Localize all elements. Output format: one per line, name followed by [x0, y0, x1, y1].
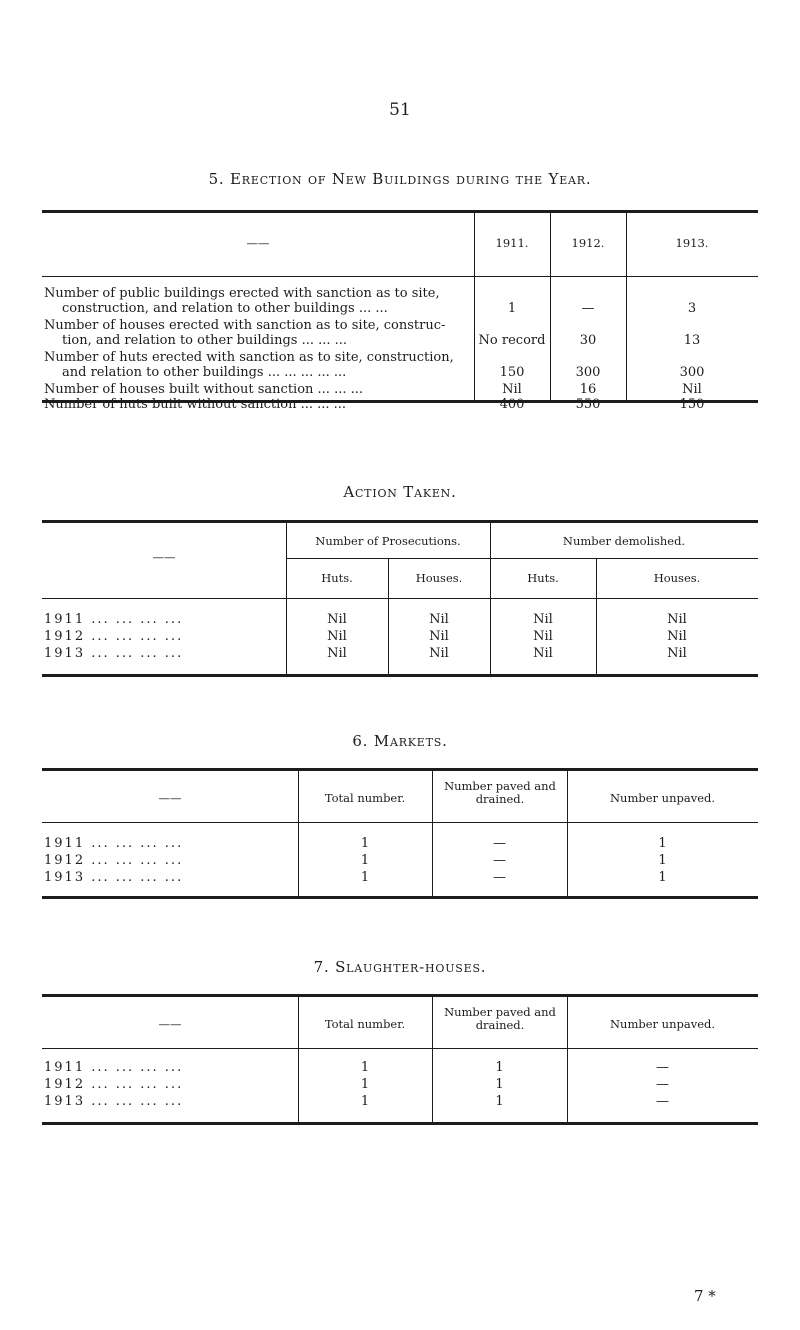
table-cell: —	[581, 301, 595, 316]
sub-header: Houses.	[653, 571, 701, 585]
table-cell: Nil	[327, 612, 347, 627]
year-label: 1912 ... ... ... ...	[44, 629, 184, 644]
table-cell: 550	[575, 397, 601, 412]
prosecutions-header: Number of Prosecutions.	[315, 534, 461, 548]
demolished-header: Number demolished.	[562, 534, 686, 548]
table-cell: Nil	[429, 646, 449, 661]
page-number: 51	[389, 100, 411, 120]
table-cell: Nil	[327, 629, 347, 644]
year-label: 1913 ... ... ... ...	[44, 870, 184, 885]
year-label: 1911 ... ... ... ...	[44, 836, 184, 851]
year-header: 1912.	[571, 236, 605, 250]
table-top-rule	[42, 520, 758, 523]
row-label: tion, and relation to other buildings ... ... ...	[62, 333, 348, 348]
column-header: Total number.	[324, 1017, 406, 1031]
table-cell: 400	[499, 397, 525, 412]
table-bottom-rule	[42, 1122, 758, 1125]
blank-header: ——	[246, 236, 270, 250]
table-cell: 16	[579, 382, 597, 397]
table-top-rule	[42, 210, 758, 213]
row-label: Number of public buildings erected with sanction as to site,	[44, 286, 440, 301]
table-cell: —	[493, 853, 506, 868]
blank-header: ——	[152, 550, 176, 564]
year-label: 1911 ... ... ... ...	[44, 612, 184, 627]
column-header: Number paved and drained.	[444, 779, 556, 806]
year-label: 1913 ... ... ... ...	[44, 1094, 184, 1109]
row-label: Number of houses erected with sanction as to site, construc-	[44, 318, 446, 333]
table-cell: Nil	[533, 629, 553, 644]
markets-title: 6. Markets.	[352, 732, 448, 750]
table-bottom-rule	[42, 896, 758, 899]
table-cell: —	[493, 870, 506, 885]
sub-header: Huts.	[527, 571, 559, 585]
sub-header: Houses.	[415, 571, 463, 585]
column-header: Number unpaved.	[609, 791, 716, 805]
table-cell: 1	[360, 870, 370, 885]
table-cell: 300	[575, 365, 601, 380]
row-label: Number of houses built without sanction ... ... ...	[44, 382, 363, 397]
year-label: 1912 ... ... ... ...	[44, 1077, 184, 1092]
year-label: 1913 ... ... ... ...	[44, 646, 184, 661]
table-cell: 1	[360, 836, 370, 851]
table-cell: Nil	[533, 646, 553, 661]
row-label: Number of huts built without sanction ... ... ...	[44, 397, 347, 412]
table-top-rule	[42, 994, 758, 997]
column-header: Number paved and drained.	[444, 1005, 556, 1032]
table-header-rule	[42, 1048, 758, 1049]
table-cell: Nil	[682, 382, 702, 397]
table-top-rule	[42, 768, 758, 771]
table-cell: 1	[495, 1094, 504, 1109]
table-cell: Nil	[667, 646, 687, 661]
sub-header: Huts.	[321, 571, 353, 585]
year-header: 1911.	[495, 236, 529, 250]
table-cell: 1	[360, 1077, 370, 1092]
row-label: Number of huts erected with sanction as to site, construction,	[44, 350, 454, 365]
table-cell: 1	[658, 836, 667, 851]
signature-mark: 7 *	[694, 1287, 716, 1305]
table-cell: Nil	[327, 646, 347, 661]
table-cell: Nil	[667, 629, 687, 644]
blank-header: ——	[158, 1017, 182, 1031]
table-cell: —	[656, 1094, 669, 1109]
table-cell: 1	[495, 1077, 504, 1092]
table-cell: Nil	[667, 612, 687, 627]
table-cell: 300	[679, 365, 705, 380]
table-cell: 150	[679, 397, 705, 412]
column-header: Number unpaved.	[609, 1017, 716, 1031]
table-cell: 1	[360, 1094, 370, 1109]
table-cell: —	[493, 836, 506, 851]
table-cell: Nil	[429, 612, 449, 627]
table-cell: 1	[658, 853, 667, 868]
table-cell: 1	[495, 1060, 504, 1075]
table-cell: —	[656, 1077, 669, 1092]
action-title: Action Taken.	[343, 483, 457, 501]
table-header-rule	[42, 276, 758, 277]
blank-header: ——	[158, 791, 182, 805]
table-cell: Nil	[533, 612, 553, 627]
table-cell: —	[656, 1060, 669, 1075]
year-label: 1912 ... ... ... ...	[44, 853, 184, 868]
slaughter-title: 7. Slaughter-houses.	[313, 958, 487, 976]
table-cell: 1	[658, 870, 667, 885]
table-cell: 1	[360, 1060, 370, 1075]
year-header: 1913.	[675, 236, 709, 250]
column-header: Total number.	[324, 791, 406, 805]
table-bottom-rule	[42, 674, 758, 677]
row-label: and relation to other buildings ... ... ... ... ...	[62, 365, 347, 380]
table-cell: 150	[499, 365, 525, 380]
table-cell: Nil	[502, 382, 522, 397]
row-label: construction, and relation to other buildings ... ...	[62, 301, 388, 316]
table-header-rule	[42, 598, 758, 599]
table-cell: 13	[683, 333, 701, 348]
table-cell: Nil	[429, 629, 449, 644]
table-header-rule	[42, 822, 758, 823]
table-cell: 1	[507, 301, 517, 316]
table-cell: 1	[360, 853, 370, 868]
section5-title: 5. Erection of New Buildings during the Year.	[208, 170, 592, 188]
table-cell: 3	[687, 301, 697, 316]
year-label: 1911 ... ... ... ...	[44, 1060, 184, 1075]
table-cell: No record	[478, 333, 546, 348]
table-cell: 30	[579, 333, 597, 348]
group-rule	[286, 558, 758, 559]
